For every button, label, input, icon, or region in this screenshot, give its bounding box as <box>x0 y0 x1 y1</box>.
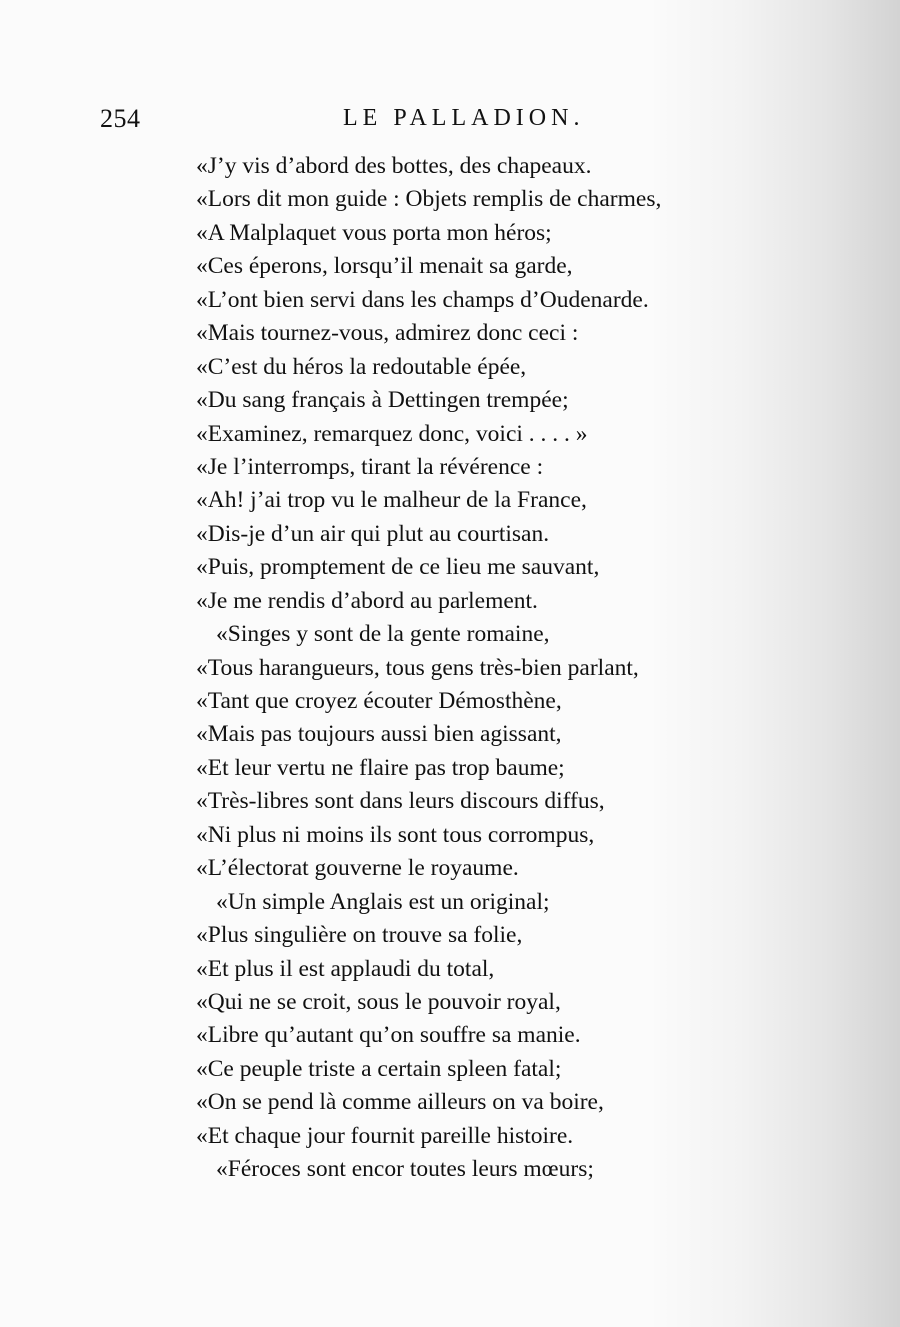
verse-line: «Un simple Anglais est un original; <box>216 888 550 915</box>
verse-line: «Et leur vertu ne flaire pas trop baume; <box>196 754 565 781</box>
verse-line: «Lors dit mon guide : Objets remplis de charmes, <box>196 186 662 213</box>
verse-line: «Puis, promptement de ce lieu me sauvant, <box>196 554 600 581</box>
verse-line: «Plus singulière on trouve sa folie, <box>196 922 523 949</box>
page-number: 254 <box>100 104 141 133</box>
running-title: LE PALLADION. <box>343 105 585 131</box>
verse-line: «J’y vis d’abord des bottes, des chapeaux. <box>196 153 592 179</box>
verse-block <box>196 150 786 1187</box>
verse-line: «Et chaque jour fournit pareille histoire. <box>196 1122 574 1149</box>
verse-line: «Ces éperons, lorsqu’il menait sa garde, <box>196 253 573 280</box>
verse-line: «On se pend là comme ailleurs on va boire, <box>196 1089 604 1116</box>
verse-line: «Et plus il est applaudi du total, <box>196 955 495 982</box>
verse-line: «Examinez, remarquez donc, voici . . . . » <box>196 420 588 447</box>
verse-line: «Mais pas toujours aussi bien agissant, <box>196 721 562 748</box>
verse-line: «Féroces sont encor toutes leurs mœurs; <box>216 1156 594 1183</box>
verse-line: «Ce peuple triste a certain spleen fatal; <box>196 1055 562 1082</box>
verse-line: «Du sang français à Dettingen trempée; <box>196 387 569 414</box>
verse-line: «Tous harangueurs, tous gens très-bien parlant, <box>196 654 639 681</box>
verse-line: «Mais tournez-vous, admirez donc ceci : <box>196 320 579 347</box>
verse-line: «Ni plus ni moins ils sont tous corrompus, <box>196 821 595 848</box>
verse-line: «A Malplaquet vous porta mon héros; <box>196 219 552 246</box>
verse-line: «Libre qu’autant qu’on souffre sa manie. <box>196 1022 581 1049</box>
verse-line: «L’ont bien servi dans les champs d’Oudenarde. <box>196 286 649 313</box>
verse-line: «Ah! j’ai trop vu le malheur de la France, <box>196 487 587 514</box>
verse-line: «C’est du héros la redoutable épée, <box>196 353 527 380</box>
verse-line: «Singes y sont de la gente romaine, <box>216 621 550 648</box>
verse-line: «Très-libres sont dans leurs discours diffus, <box>196 788 605 815</box>
verse-line: «Je me rendis d’abord au parlement. <box>196 587 538 614</box>
verse-line: «Tant que croyez écouter Démosthène, <box>196 688 562 714</box>
verse-line: «Dis-je d’un air qui plut au courtisan. <box>196 520 550 547</box>
running-head <box>100 104 620 140</box>
verse-line: «L’électorat gouverne le royaume. <box>196 855 519 882</box>
verse-line: «Qui ne se croit, sous le pouvoir royal, <box>196 988 561 1015</box>
verse-line: «Je l’interromps, tirant la révérence : <box>196 453 544 480</box>
